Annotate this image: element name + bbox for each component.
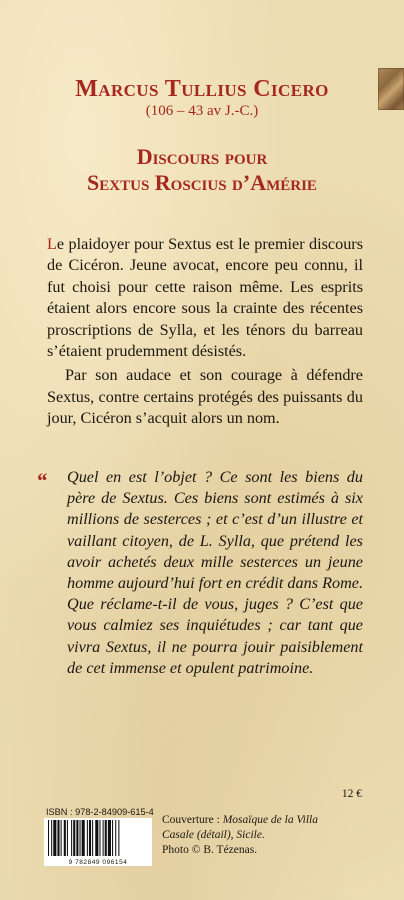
drop-cap: L [47, 235, 57, 253]
barcode-digits: 9 782849 096154 [68, 859, 128, 866]
intro-paragraph-1 [47, 234, 363, 362]
barcode [44, 818, 152, 866]
credit-label: Couverture : [162, 814, 223, 826]
intro-paragraph-1-text: e plaidoyer pour Sextus est le premier discours de Cicéron. Jeune avocat, encore peu connu, il fut choisi pour cette raison même. Les esprits étaient alors encore sous la crainte des récentes proscriptions de Sylla, et les ténors du barreau s’étaient prudemment désistés. [47, 235, 363, 361]
author-dates: (106 – 43 av J.-C.) [145, 103, 259, 119]
barcode-bars-icon [48, 820, 148, 856]
author-name: Marcus Tullius Cicero [75, 76, 329, 102]
quote-text: Quel en est l’objet ? Ce sont les biens du père de Sextus. Ces biens sont estimés à six millions de sesterces ; et c’est d’un illustre et vaillant citoyen, de L. Sylla, que prétend les avoir achetés deux mille sesterces un jeune homme aujourd’hui fort en crédit dans Rome. Que réclame-t-il de vous, juges ? C’est que vous calmiez ses inquiétudes ; car tant que vivra Sextus, il ne pourra jouir paisiblement de cet immense et opulent patrimoine. [67, 468, 363, 677]
price: 12 € [341, 788, 362, 800]
cover-credit [162, 813, 352, 858]
credit-title: Mosaïque de la Villa Casale (détail), Sicile. [162, 814, 318, 841]
book-title [0, 144, 404, 196]
intro-paragraph-2: Par son audace et son courage à défendre Sextus, contre certains protégés des puissants du jour, Cicéron s’acquit alors un nom. [47, 366, 363, 428]
isbn: ISBN : 978-2-84909-615-4 [46, 807, 154, 817]
quote-mark-icon: “ [36, 468, 44, 493]
intro-text [47, 234, 363, 430]
photo-credit: Photo © B. Tézenas. [162, 844, 258, 856]
title-line-2: Sextus Roscius d’Amérie [87, 170, 317, 195]
title-line-1: Discours pour [136, 144, 268, 169]
